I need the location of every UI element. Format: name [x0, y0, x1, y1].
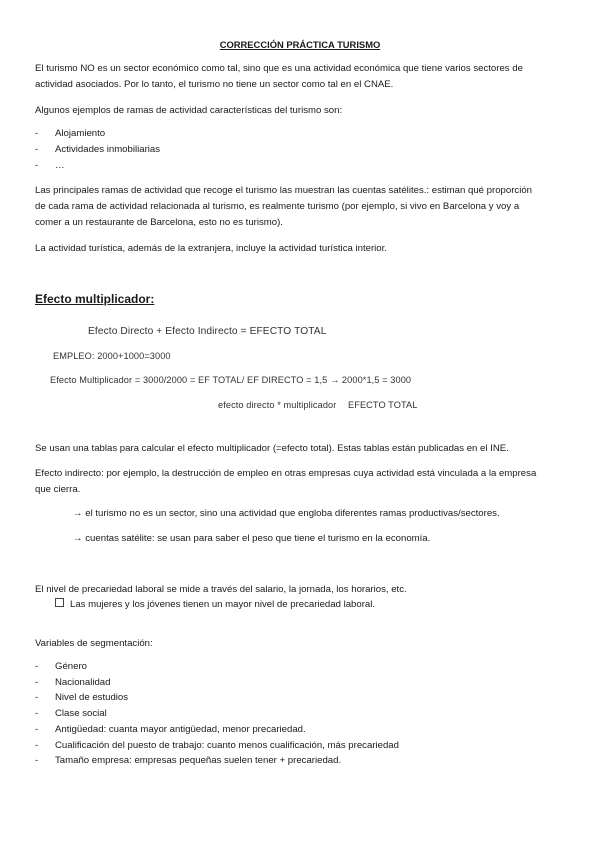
list-dash: -: [35, 160, 39, 171]
list-dash: -: [35, 692, 39, 703]
paragraph-line: Las principales ramas de actividad que recoge el turismo las muestran las cuentas satélites.: estiman qué proporción: [35, 185, 533, 196]
arrow-note: → cuentas satélite: se usan para saber el peso que tiene el turismo en la economía.: [73, 533, 431, 544]
formula-line: EFECTO TOTAL: [348, 400, 418, 410]
paragraph-line: de cada rama de actividad relacionada al turismo, es realmente turismo (por ejemplo, si vivo en Barcelona y voy a: [35, 201, 520, 212]
formula-line: EMPLEO: 2000+1000=3000: [53, 351, 171, 361]
paragraph-line: Efecto indirecto: por ejemplo, la destrucción de empleo en otras empresas cuya actividad está vinculada a la empresa: [35, 468, 537, 479]
document-title: CORRECCIÓN PRÁCTICA TURISMO: [219, 39, 381, 50]
list-item: Actividades inmobiliarias: [55, 144, 161, 155]
paragraph-line: La actividad turística, además de la extranjera, incluye la actividad turística interior.: [35, 243, 387, 254]
list-dash: -: [35, 128, 39, 139]
list-dash: -: [35, 144, 39, 155]
list-item: Género: [55, 661, 87, 672]
paragraph-line: Algunos ejemplos de ramas de actividad características del turismo son:: [35, 105, 343, 116]
list-item: …: [55, 160, 65, 171]
paragraph-line: El turismo NO es un sector económico como tal, sino que es una actividad económica que tiene varios sectores de: [35, 63, 523, 74]
arrow-note: → el turismo no es un sector, sino una actividad que engloba diferentes ramas productivas/sectores.: [73, 508, 500, 519]
checkbox-bullet-icon: [55, 598, 64, 607]
section-heading: Efecto multiplicador:: [35, 292, 155, 306]
list-item: Tamaño empresa: empresas pequeñas suelen tener + precariedad.: [55, 755, 342, 766]
list-dash: -: [35, 661, 39, 672]
list-item: Nacionalidad: [55, 677, 111, 688]
formula-line: efecto directo * multiplicador: [218, 400, 337, 410]
list-dash: -: [35, 708, 39, 719]
list-item: Alojamiento: [55, 128, 106, 139]
list-item: Nivel de estudios: [55, 692, 129, 703]
paragraph-line: comer a un restaurante de Barcelona, esto no es turismo).: [35, 217, 283, 228]
paragraph-line: actividad asociados. Por lo tanto, el turismo no tiene un sector como tal en el CNAE.: [35, 79, 394, 90]
list-dash: -: [35, 677, 39, 688]
formula-line: Efecto Multiplicador = 3000/2000 = EF TOTAL/ EF DIRECTO = 1,5 → 2000*1,5 = 3000: [50, 375, 412, 385]
list-dash: -: [35, 740, 39, 751]
paragraph-line: El nivel de precariedad laboral se mide a través del salario, la jornada, los horarios, etc.: [35, 584, 407, 595]
formula-line: Efecto Directo + Efecto Indirecto = EFECTO TOTAL: [88, 326, 327, 337]
list-dash: -: [35, 724, 39, 735]
list-item: Cualificación del puesto de trabajo: cuanto menos cualificación, más precariedad: [55, 740, 399, 751]
list-item: Clase social: [55, 708, 107, 719]
list-dash: -: [35, 755, 39, 766]
paragraph-line: Variables de segmentación:: [35, 638, 153, 649]
list-item: Antigüedad: cuanta mayor antigüedad, menor precariedad.: [55, 724, 306, 735]
paragraph-line: Se usan una tablas para calcular el efecto multiplicador (=efecto total). Estas tablas están publicadas en el INE.: [35, 443, 509, 454]
bullet-item: [55, 598, 375, 612]
bullet-text: Las mujeres y los jóvenes tienen un mayor nivel de precariedad laboral.: [70, 599, 376, 610]
paragraph-line: que cierra.: [35, 484, 81, 495]
